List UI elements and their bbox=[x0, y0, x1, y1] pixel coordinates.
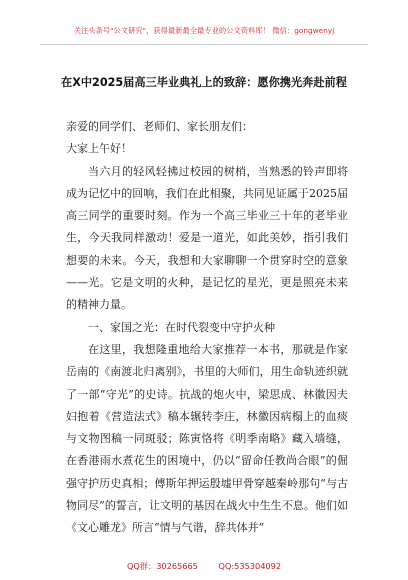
header-divider bbox=[40, 44, 368, 45]
footer-qq-group: QQ群：30265665 bbox=[126, 561, 198, 571]
footer-qq-contact: QQ:535304092 bbox=[218, 561, 282, 571]
greeting: 大家上午好！ bbox=[66, 142, 132, 156]
header-note: 关注头条号"公文研究"，获得最新最全最专业的公文资料库！ 微信：gongwenyj bbox=[73, 26, 335, 35]
salutation: 亲爱的同学们、老师们、家长朋友们： bbox=[66, 120, 253, 133]
section-heading: 一、家国之光：在时代裂变中守护火种 bbox=[88, 320, 275, 334]
document-body bbox=[66, 116, 348, 540]
document-title: 在X中2025届高三毕业典礼上的致辞：愿你携光奔赴前程 bbox=[61, 76, 347, 89]
paragraph: 在这里，我想隆重地给大家推荐一本书，那就是作家岳南的《南渡北归离别》，书里的大师们，用生命轨迹织就了一部“守光”的史诗。抗战的炮火中，梁思成、林徽因夫妇抱着《营造法式》稿本辗转李庄，林徽因病榻上的血痰与文物图稿一同斑驳；陈寅恪将《明季南略》藏入墙缝，在香港雨水煮花生的困境中，仍以“留命任教尚合眼”的倔强守护历史真相；傅斯年押运殷墟甲骨穿越秦岭那句“与古物同尽”的誓言，让文明的基因在战火中生生不息。他们如《文心雕龙》所言“情与气谐，辞共体并” bbox=[66, 342, 348, 535]
footer bbox=[0, 561, 408, 572]
paragraph: 当六月的轻风轻拂过校园的树梢，当熟悉的铃声即将成为记忆中的回响，我们在此相聚，共同见证属于2025届高三同学的重要时刻。作为一个高三毕业三十年的老毕业生，今天我同样激动！爱是一道光，如此美妙，指引我们想要的未来。今天，我想和大家聊聊一个贯穿时空的意象——光。它是文明的火种，是记忆的星光，更是照亮未来的精神力量。 bbox=[66, 164, 348, 312]
